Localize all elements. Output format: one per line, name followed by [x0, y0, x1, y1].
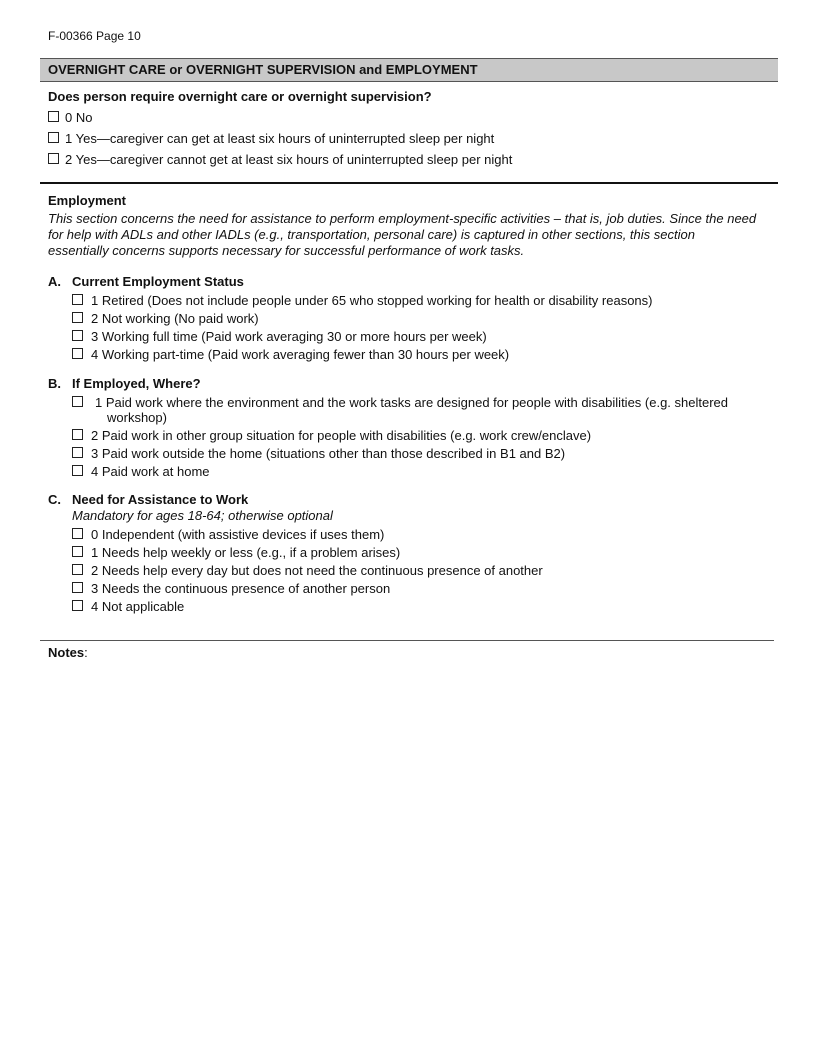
assistance-title: Need for Assistance to Work: [72, 492, 249, 507]
option-label: 1 Retired (Does not include people under 65 who stopped working for health or disability reasons): [91, 293, 653, 308]
notes-label: Notes: [48, 645, 85, 660]
checkbox[interactable]: [72, 582, 83, 593]
assistance-option-weekly[interactable]: [72, 545, 400, 560]
option-label: 0 Independent (with assistive devices if uses them): [91, 527, 385, 542]
checkbox[interactable]: [72, 294, 83, 305]
checkbox[interactable]: [72, 546, 83, 557]
checkbox[interactable]: [48, 111, 59, 122]
option-label: 2 Not working (No paid work): [91, 311, 259, 326]
checkbox[interactable]: [72, 600, 83, 611]
section-title-bar: OVERNIGHT CARE or OVERNIGHT SUPERVISION and EMPLOYMENT: [40, 58, 778, 82]
notes-colon: :: [84, 645, 88, 660]
checkbox[interactable]: [48, 153, 59, 164]
where-option-at-home[interactable]: [72, 464, 210, 479]
assistance-letter: C.: [48, 492, 61, 507]
employment-title: Employment: [48, 193, 127, 208]
overnight-question: Does person require overnight care or overnight supervision?: [48, 89, 432, 104]
checkbox[interactable]: [72, 348, 83, 359]
option-label-line-2: workshop): [107, 410, 167, 425]
assistance-option-independent[interactable]: [72, 527, 384, 542]
where-option-group[interactable]: [72, 428, 591, 443]
notes-area[interactable]: [48, 664, 774, 1024]
option-label: 4 Paid work at home: [91, 464, 210, 479]
option-label: [95, 395, 755, 425]
checkbox[interactable]: [72, 528, 83, 539]
status-option-part-time[interactable]: [72, 347, 509, 362]
section-divider: [40, 182, 778, 184]
where-option-sheltered[interactable]: [72, 395, 755, 425]
checkbox[interactable]: [72, 429, 83, 440]
checkbox[interactable]: [72, 465, 83, 476]
checkbox[interactable]: [72, 447, 83, 458]
option-label: 2 Yes—caregiver cannot get at least six hours of uninterrupted sleep per night: [65, 152, 513, 167]
employment-intro: This section concerns the need for assistance to perform employment-specific activities – that is, job duties. Since the need for help with ADLs and other IADLs (e.g., transportation, personal care) is captured in other sections, this section essentially concerns supports necessary for successful performance of work tasks.: [48, 211, 757, 258]
option-label-line-1: 1 Paid work where the environment and the work tasks are designed for people with disabilities (e.g. sheltered: [95, 395, 729, 410]
assistance-option-continuous[interactable]: [72, 581, 390, 596]
option-label: 1 Needs help weekly or less (e.g., if a problem arises): [91, 545, 401, 560]
notes-divider: [40, 640, 774, 641]
assistance-option-daily[interactable]: [72, 563, 543, 578]
checkbox[interactable]: [72, 396, 83, 407]
checkbox[interactable]: [48, 132, 59, 143]
option-label: 4 Not applicable: [91, 599, 185, 614]
checkbox[interactable]: [72, 312, 83, 323]
status-letter: A.: [48, 274, 61, 289]
status-option-not-working[interactable]: [72, 311, 259, 326]
notes-heading: [48, 645, 88, 660]
overnight-option-2-yes[interactable]: [48, 152, 512, 167]
status-option-full-time[interactable]: [72, 329, 487, 344]
option-label: 3 Needs the continuous presence of another person: [91, 581, 391, 596]
option-label: 0 No: [65, 110, 93, 125]
checkbox[interactable]: [72, 330, 83, 341]
assistance-option-not-applicable[interactable]: [72, 599, 184, 614]
overnight-option-1-yes[interactable]: [48, 131, 494, 146]
status-option-retired[interactable]: [72, 293, 653, 308]
option-label: 4 Working part-time (Paid work averaging fewer than 30 hours per week): [91, 347, 510, 362]
overnight-option-0-no[interactable]: [48, 110, 92, 125]
option-label: 3 Paid work outside the home (situations other than those described in B1 and B2): [91, 446, 566, 461]
option-label: 2 Needs help every day but does not need the continuous presence of another: [91, 563, 543, 578]
status-title: Current Employment Status: [72, 274, 244, 289]
where-option-outside-home[interactable]: [72, 446, 565, 461]
page-header: F-00366 Page 10: [48, 29, 141, 43]
assistance-note: Mandatory for ages 18-64; otherwise optional: [72, 508, 333, 523]
option-label: 1 Yes—caregiver can get at least six hours of uninterrupted sleep per night: [65, 131, 495, 146]
option-label: 3 Working full time (Paid work averaging 30 or more hours per week): [91, 329, 487, 344]
where-title: If Employed, Where?: [72, 376, 201, 391]
checkbox[interactable]: [72, 564, 83, 575]
option-label: 2 Paid work in other group situation for people with disabilities (e.g. work crew/enclave): [91, 428, 592, 443]
where-letter: B.: [48, 376, 61, 391]
